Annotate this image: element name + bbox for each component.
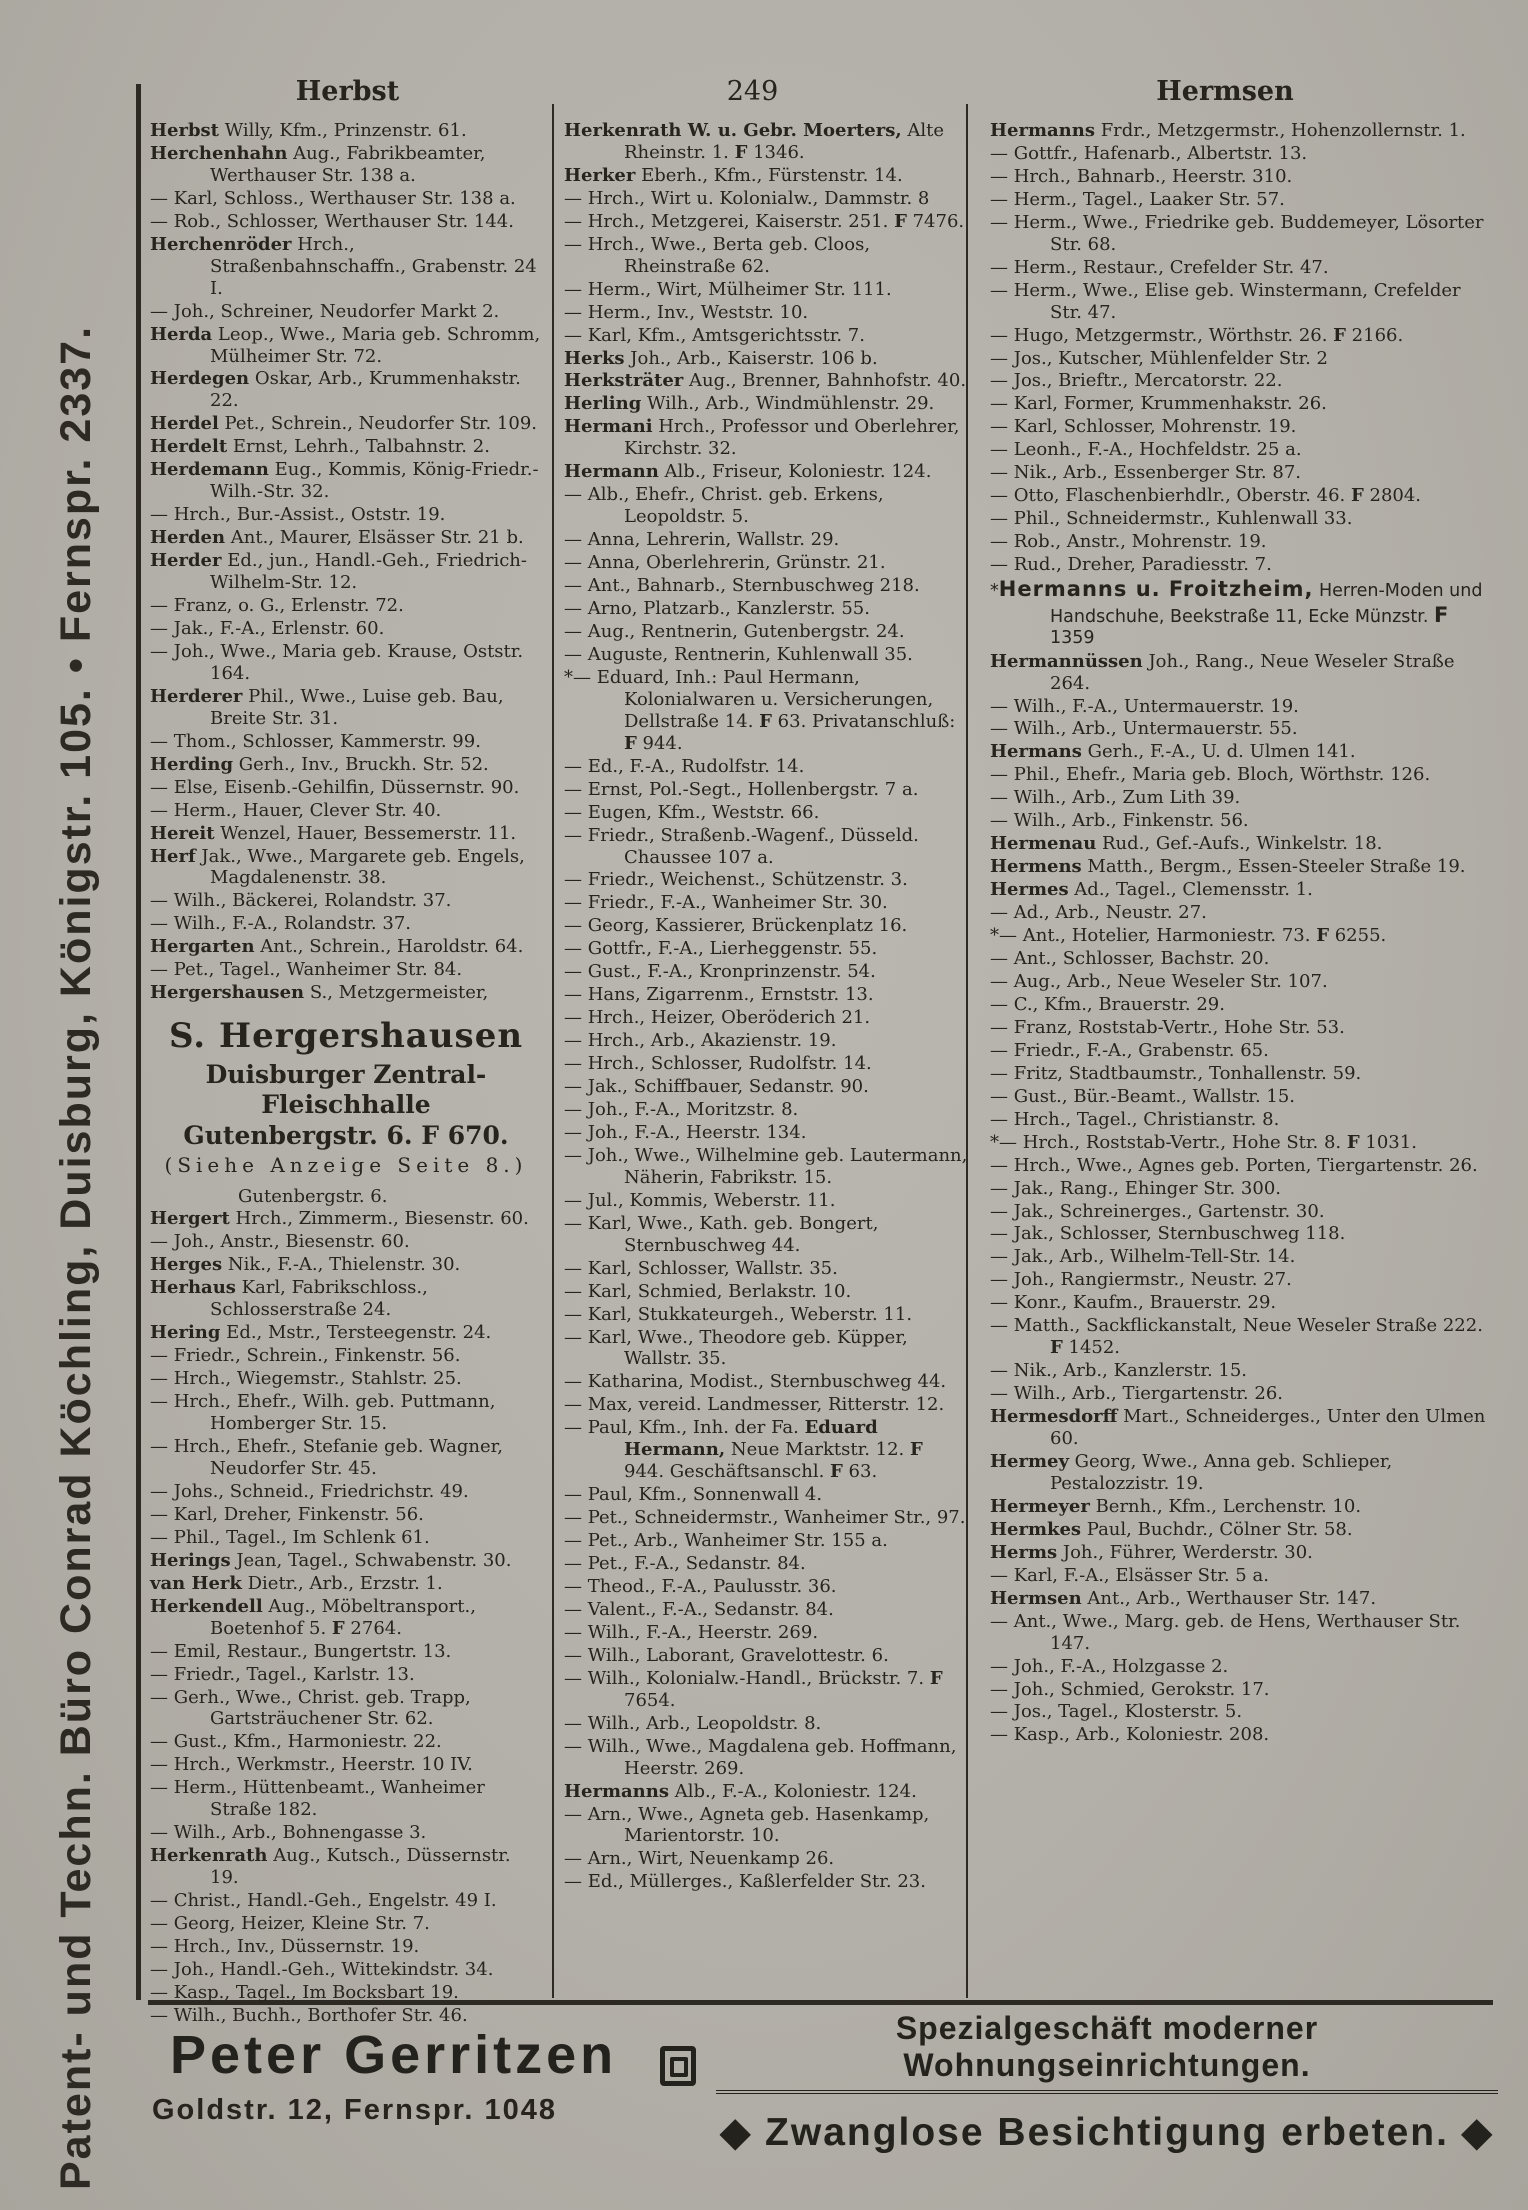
directory-entry: — Joh., Rangiermstr., Neustr. 27. <box>990 1269 1292 1291</box>
footer-ad-band <box>148 2010 1498 2190</box>
directory-entry: Hermkes Paul, Buchdr., Cölner Str. 58. <box>990 1518 1353 1540</box>
directory-entry: — Jak., Schiffbauer, Sedanstr. 90. <box>564 1076 869 1098</box>
directory-entry: — Otto, Flaschenbierhdlr., Oberstr. 46. F 2804. <box>990 485 1422 507</box>
directory-entry: — Hrch., Bahnarb., Heerstr. 310. <box>990 165 1293 187</box>
directory-entry: — Anna, Oberlehrerin, Grünstr. 21. <box>564 552 886 574</box>
directory-entry: — Arno, Platzarb., Kanzlerstr. 55. <box>564 598 870 620</box>
directory-entry: — Auguste, Rentnerin, Kuhlenwall 35. <box>564 643 913 665</box>
directory-entry: Hereit Wenzel, Hauer, Bessemerstr. 11. <box>150 822 517 844</box>
directory-entry: — Pet., Schneidermstr., Wanheimer Str., 97. <box>564 1507 966 1529</box>
directory-entry: — Jak., F.-A., Erlenstr. 60. <box>150 617 385 639</box>
directory-entry: — Fritz, Stadtbaumstr., Tonhallenstr. 59. <box>990 1062 1362 1084</box>
directory-entry: — Hrch., Inv., Düssernstr. 19. <box>150 1935 420 1957</box>
directory-entry: — Gust., Bür.-Beamt., Wallstr. 15. <box>990 1085 1296 1107</box>
directory-entry: Herbst Willy, Kfm., Prinzenstr. 61. <box>150 120 467 141</box>
directory-entry: Herding Gerh., Inv., Bruckh. Str. 52. <box>150 753 489 775</box>
directory-entry: — Karl, Schlosser, Wallstr. 35. <box>564 1257 838 1279</box>
directory-entry: — Franz, Roststab-Vertr., Hohe Str. 53. <box>990 1016 1345 1038</box>
directory-entry: — Hrch., Wwe., Agnes geb. Porten, Tiergartenstr. 26. <box>990 1154 1478 1176</box>
directory-columns <box>150 120 1490 2026</box>
directory-entry: — Else, Eisenb.-Gehilfin, Düssernstr. 90. <box>150 776 520 798</box>
directory-entry: — Georg, Heizer, Kleine Str. 7. <box>150 1913 430 1935</box>
directory-entry: — Wilh., Arb., Untermauerstr. 55. <box>990 718 1298 740</box>
directory-entry: — Arn., Wwe., Agneta geb. Hasenkamp, Marientorstr. 10. <box>564 1803 930 1847</box>
directory-entry: — Herm., Hauer, Clever Str. 40. <box>150 799 442 821</box>
directory-entry: — Karl, Schloss., Werthauser Str. 138 a. <box>150 187 516 209</box>
square-icon <box>660 2046 696 2086</box>
footer-ad-invitation: ◆ Zwanglose Besichtigung erbeten. ◆ <box>720 2111 1494 2154</box>
directory-entry: — Herm., Hüttenbeamt., Wanheimer Straße 182. <box>150 1777 485 1821</box>
directory-entry: — Wilh., Buchh., Borthofer Str. 46. <box>150 2004 468 2026</box>
directory-entry: — Aug., Arb., Neue Weseler Str. 107. <box>990 970 1328 992</box>
directory-entry: — Hrch., Werkmstr., Heerstr. 10 IV. <box>150 1754 473 1776</box>
directory-entry: — Jul., Kommis, Weberstr. 11. <box>564 1189 836 1211</box>
directory-entry: Herdemann Eug., Kommis, König-Friedr.-Wilh.-Str. 32. <box>150 459 539 503</box>
directory-entry: — Ant., Wwe., Marg. geb. de Hens, Werthauser Str. 147. <box>990 1610 1461 1654</box>
directory-entry: — Joh., Schmied, Gerokstr. 17. <box>990 1678 1270 1700</box>
directory-entry: — C., Kfm., Brauerstr. 29. <box>990 993 1225 1015</box>
inline-ad-line: Gutenbergstr. 6. F 670. <box>183 1120 509 1150</box>
directory-entry: — Friedr., Weichenst., Schützenstr. 3. <box>564 869 908 891</box>
directory-entry: — Herm., Restaur., Crefelder Str. 47. <box>990 256 1329 278</box>
directory-entry: — Herm., Tagel., Laaker Str. 57. <box>990 188 1285 210</box>
directory-entry: Herksträter Aug., Brenner, Bahnhofstr. 40. <box>564 370 967 392</box>
directory-entry: — Jak., Schlosser, Sternbuschweg 118. <box>990 1223 1346 1245</box>
directory-column-2 <box>564 120 968 2028</box>
directory-entry: — Arn., Wirt, Neuenkamp 26. <box>564 1848 835 1870</box>
directory-entry: Herchenröder Hrch., Straßenbahnschaffn., Grabenstr. 24 I. <box>150 233 537 299</box>
directory-entry: — Christ., Handl.-Geh., Engelstr. 49 I. <box>150 1890 497 1912</box>
directory-entry: — Wilh., Arb., Finkenstr. 56. <box>990 810 1249 832</box>
directory-entry: *Hermanns u. Froitzheim, Herren-Moden und Handschuhe, Beekstraße 11, Ecke Münzstr. F 1359 <box>990 577 1483 649</box>
directory-entry: — Anna, Lehrerin, Wallstr. 29. <box>564 529 840 551</box>
directory-entry: — Hrch., Ehefr., Wilh. geb. Puttmann, Homberger Str. 15. <box>150 1391 496 1435</box>
page-header <box>150 76 1490 107</box>
directory-entry: — Wilh., Wwe., Magdalena geb. Hoffmann, Heerstr. 269. <box>564 1735 957 1779</box>
directory-entry: *— Hrch., Roststab-Vertr., Hohe Str. 8. F 1031. <box>990 1131 1417 1153</box>
directory-entry: Hergert Hrch., Zimmerm., Biesenstr. 60. <box>150 1208 529 1230</box>
directory-entry: — Emil, Restaur., Bungertstr. 13. <box>150 1640 452 1662</box>
directory-entry: — Franz, o. G., Erlenstr. 72. <box>150 595 404 617</box>
directory-entry: — Karl, Stukkateurgeh., Weberstr. 11. <box>564 1303 913 1325</box>
inline-ad-line: Duisburger Zentral-Fleischhalle <box>205 1059 487 1120</box>
directory-entry: Hermanns Alb., F.-A., Koloniestr. 124. <box>564 1780 917 1802</box>
directory-entry: — Hrch., Bur.-Assist., Oststr. 19. <box>150 504 446 526</box>
directory-entry: — Hugo, Metzgermstr., Wörthstr. 26. F 2166. <box>990 324 1404 346</box>
directory-column-3 <box>990 120 1490 2028</box>
directory-entry: — Karl, Schmied, Berlakstr. 10. <box>564 1280 852 1302</box>
directory-entry: Herkenrath Aug., Kutsch., Düssernstr. 19. <box>150 1845 511 1889</box>
directory-entry: Hermey Georg, Wwe., Anna geb. Schlieper, Pestalozzistr. 19. <box>990 1450 1393 1494</box>
page-number: 249 <box>726 76 779 107</box>
directory-entry: Hermenau Rud., Gef.-Aufs., Winkelstr. 18. <box>990 833 1383 855</box>
directory-entry: Herges Nik., F.-A., Thielenstr. 30. <box>150 1254 461 1276</box>
directory-entry: — Karl, Dreher, Finkenstr. 56. <box>150 1503 424 1525</box>
directory-entry: — Phil., Ehefr., Maria geb. Bloch, Wörthstr. 126. <box>990 764 1431 786</box>
directory-entry: — Karl, Wwe., Kath. geb. Bongert, Sternbuschweg 44. <box>564 1212 879 1256</box>
directory-entry: — Kasp., Arb., Koloniestr. 208. <box>990 1724 1270 1746</box>
directory-entry: — Phil., Schneidermstr., Kuhlenwall 33. <box>990 508 1353 530</box>
directory-entry: — Herm., Wwe., Friedrike geb. Buddemeyer, Lösorter Str. 68. <box>990 211 1484 255</box>
directory-entry: — Karl, Kfm., Amtsgerichtsstr. 7. <box>564 324 865 346</box>
directory-entry: Hermens Matth., Bergm., Essen-Steeler Straße 19. <box>990 856 1466 878</box>
directory-entry: — Gust., F.-A., Kronprinzenstr. 54. <box>564 961 876 983</box>
directory-entry: — Pet., F.-A., Sedanstr. 84. <box>564 1553 806 1575</box>
directory-entry: — Matth., Sackflickanstalt, Neue Weseler Straße 222. F 1452. <box>990 1315 1483 1359</box>
directory-entry: — Ernst, Pol.-Segt., Hollenbergstr. 7 a. <box>564 778 919 800</box>
header-guide-word-right: Hermsen <box>1156 76 1294 107</box>
directory-entry: — Thom., Schlosser, Kammerstr. 99. <box>150 730 481 752</box>
directory-entry: — Hrch., Arb., Akazienstr. 19. <box>564 1030 837 1052</box>
directory-entry: Herf Jak., Wwe., Margarete geb. Engels, Magdalenenstr. 38. <box>150 845 525 889</box>
directory-entry: — Jak., Rang., Ehinger Str. 300. <box>990 1177 1282 1199</box>
directory-column-1 <box>150 120 542 2028</box>
header-guide-word-left: Herbst <box>295 76 400 107</box>
directory-entry: — Joh., F.-A., Holzgasse 2. <box>990 1655 1229 1677</box>
directory-entry: — Hans, Zigarrenm., Ernststr. 13. <box>564 984 874 1006</box>
directory-entry: — Konr., Kaufm., Brauerstr. 29. <box>990 1292 1277 1314</box>
directory-entry: Hering Ed., Mstr., Tersteegenstr. 24. <box>150 1322 492 1344</box>
directory-entry: Herkenrath W. u. Gebr. Moerters, Alte Rheinstr. 1. F 1346. <box>564 120 944 163</box>
directory-entry: Herkendell Aug., Möbeltransport., Boetenhof 5. F 2764. <box>150 1595 476 1639</box>
directory-entry: — Gottfr., Hafenarb., Albertstr. 13. <box>990 142 1308 164</box>
directory-entry: Herdel Pet., Schrein., Neudorfer Str. 109. <box>150 413 537 435</box>
directory-entry: Herhaus Karl, Fabrikschloss., Schlosserstraße 24. <box>150 1277 428 1321</box>
directory-entry: — Wilh., F.-A., Rolandstr. 37. <box>150 913 411 935</box>
directory-entry: Herdelt Ernst, Lehrh., Talbahnstr. 2. <box>150 436 490 458</box>
directory-entry: — Wilh., Arb., Bohnengasse 3. <box>150 1822 427 1844</box>
directory-entry: — Wilh., Arb., Zum Lith 39. <box>990 787 1241 809</box>
directory-entry: — Hrch., Metzgerei, Kaiserstr. 251. F 7476. <box>564 210 965 232</box>
directory-entry: — Ed., Müllerges., Kaßlerfelder Str. 23. <box>564 1871 926 1893</box>
directory-entry: Hermanns Frdr., Metzgermstr., Hohenzollernstr. 1. <box>990 120 1466 141</box>
directory-entry: — Valent., F.-A., Sedanstr. 84. <box>564 1598 834 1620</box>
directory-entry: — Hrch., Wirt u. Kolonialw., Dammstr. 8 <box>564 187 930 209</box>
footer-ad-right <box>716 2010 1498 2155</box>
directory-entry: Herdegen Oskar, Arb., Krummenhakstr. 22. <box>150 368 521 412</box>
directory-entry: — Joh., Anstr., Biesenstr. 60. <box>150 1231 410 1253</box>
directory-entry: — Karl, Schlosser, Mohrenstr. 19. <box>990 416 1297 438</box>
directory-entry: — Friedr., Straßenb.-Wagenf., Düsseld. Chaussee 107 a. <box>564 824 919 868</box>
directory-entry: *— Ant., Hotelier, Harmoniestr. 73. F 6255. <box>990 925 1387 947</box>
directory-entry: — Phil., Tagel., Im Schlenk 61. <box>150 1526 430 1548</box>
directory-entry: — Wilh., Bäckerei, Rolandstr. 37. <box>150 890 452 912</box>
directory-entry: — Hrch., Wiegemstr., Stahlstr. 25. <box>150 1368 462 1390</box>
directory-entry: Hermannüssen Joh., Rang., Neue Weseler Straße 264. <box>990 650 1455 694</box>
directory-entry: — Hrch., Schlosser, Rudolfstr. 14. <box>564 1053 872 1075</box>
directory-entry: Herchenhahn Aug., Fabrikbeamter, Werthauser Str. 138 a. <box>150 142 486 186</box>
directory-entry: — Wilh., Laborant, Gravelottestr. 6. <box>564 1644 889 1666</box>
directory-entry: — Joh., F.-A., Moritzstr. 8. <box>564 1098 799 1120</box>
footer-ad-slogan: Spezialgeschäft moderner Wohnungseinrichtungen. <box>716 2010 1498 2094</box>
directory-entry: Herms Joh., Führer, Werderstr. 30. <box>990 1541 1313 1563</box>
directory-entry: Hergershausen S., Metzgermeister, <box>150 982 489 1004</box>
directory-entry: *— Eduard, Inh.: Paul Hermann, Kolonialwaren u. Versicherungen, Dellstraße 14. F 63. Privatanschluß: F 944. <box>564 666 956 754</box>
directory-entry: — Wilh., Kolonialw.-Handl., Brückstr. 7. F 7654. <box>564 1667 943 1711</box>
directory-entry: — Joh., Handl.-Geh., Wittekindstr. 34. <box>150 1958 494 1980</box>
directory-entry: — Wilh., F.-A., Untermauerstr. 19. <box>990 695 1299 717</box>
directory-entry: — Eugen, Kfm., Weststr. 66. <box>564 801 820 823</box>
directory-entry: — Karl, Former, Krummenhakstr. 26. <box>990 393 1327 415</box>
directory-entry: — Theod., F.-A., Paulusstr. 36. <box>564 1576 837 1597</box>
directory-entry: — Joh., Wwe., Maria geb. Krause, Oststr. 164. <box>150 640 524 684</box>
inline-ad-hergershausen <box>150 1016 542 1177</box>
directory-entry: — Joh., Wwe., Wilhelmine geb. Lautermann, Näherin, Fabrikstr. 15. <box>564 1144 968 1188</box>
directory-entry: — Friedr., F.-A., Grabenstr. 65. <box>990 1039 1269 1061</box>
directory-entry: — Leonh., F.-A., Hochfeldstr. 25 a. <box>990 439 1302 461</box>
inline-ad-line: S. Hergershausen <box>168 1016 524 1057</box>
directory-entry: van Herk Dietr., Arb., Erzstr. 1. <box>150 1572 443 1594</box>
sidebar-vertical-ad: Patent- und Techn. Büro Conrad Köchling, Duisburg, Königstr. 105. • Fernspr. 2337. <box>52 324 100 2190</box>
directory-entry: — Kasp., Tagel., Im Bocksbart 19. <box>150 1981 459 2003</box>
directory-entry: — Herm., Wirt, Mülheimer Str. 111. <box>564 278 892 300</box>
directory-entry: — Nik., Arb., Kanzlerstr. 15. <box>990 1360 1248 1382</box>
directory-entry: Gutenbergstr. 6. <box>238 1185 388 1207</box>
directory-entry: — Rob., Anstr., Mohrenstr. 19. <box>990 531 1267 553</box>
directory-entry: Herling Wilh., Arb., Windmühlenstr. 29. <box>564 393 935 415</box>
directory-entry: — Katharina, Modist., Sternbuschweg 44. <box>564 1371 947 1393</box>
directory-entry: — Herm., Wwe., Elise geb. Winstermann, Crefelder Str. 47. <box>990 279 1461 323</box>
directory-entry: — Jak., Schreinerges., Gartenstr. 30. <box>990 1200 1325 1222</box>
directory-entry: — Jos., Kutscher, Mühlenfelder Str. 2 <box>990 347 1328 369</box>
directory-entry: Hermann Alb., Friseur, Koloniestr. 124. <box>564 461 932 483</box>
directory-entry: — Jos., Brieftr., Mercatorstr. 22. <box>990 370 1283 392</box>
directory-entry: Hermeyer Bernh., Kfm., Lerchenstr. 10. <box>990 1495 1362 1517</box>
directory-entry: — Pet., Tagel., Wanheimer Str. 84. <box>150 959 463 981</box>
directory-entry: — Ant., Bahnarb., Sternbuschweg 218. <box>564 575 920 597</box>
directory-entry: — Paul, Kfm., Sonnenwall 4. <box>564 1484 823 1506</box>
directory-entry: — Wilh., Arb., Leopoldstr. 8. <box>564 1712 822 1734</box>
directory-entry: — Herm., Inv., Weststr. 10. <box>564 301 809 323</box>
directory-entry: — Joh., Schreiner, Neudorfer Markt 2. <box>150 300 500 322</box>
directory-entry: Herden Ant., Maurer, Elsässer Str. 21 b. <box>150 527 524 549</box>
directory-entry: Hermes Ad., Tagel., Clemensstr. 1. <box>990 879 1313 901</box>
directory-entry: — Pet., Arb., Wanheimer Str. 155 a. <box>564 1530 888 1552</box>
sidebar-divider <box>136 84 141 2000</box>
directory-entry: — Friedr., F.-A., Wanheimer Str. 30. <box>564 892 888 914</box>
directory-entry: Herings Jean, Tagel., Schwabenstr. 30. <box>150 1549 512 1571</box>
directory-entry: — Jos., Tagel., Klosterstr. 5. <box>990 1701 1243 1723</box>
directory-entry: — Hrch., Heizer, Oberöderich 21. <box>564 1007 871 1029</box>
directory-entry: — Johs., Schneid., Friedrichstr. 49. <box>150 1480 469 1502</box>
directory-entry: — Ad., Arb., Neustr. 27. <box>990 902 1207 924</box>
directory-entry: Hermsen Ant., Arb., Werthauser Str. 147. <box>990 1587 1377 1609</box>
directory-entry: Hergarten Ant., Schrein., Haroldstr. 64. <box>150 936 524 958</box>
directory-entry: — Friedr., Tagel., Karlstr. 13. <box>150 1663 415 1685</box>
directory-entry: — Georg, Kassierer, Brückenplatz 16. <box>564 915 908 937</box>
footer-ad-address: Goldstr. 12, Fernspr. 1048 <box>152 2094 557 2126</box>
directory-entry: — Karl, Wwe., Theodore geb. Küpper, Wallstr. 35. <box>564 1326 908 1370</box>
directory-entry: Herderer Phil., Wwe., Luise geb. Bau, Breite Str. 31. <box>150 685 504 729</box>
directory-entry: — Nik., Arb., Essenberger Str. 87. <box>990 462 1301 484</box>
directory-entry: Herker Eberh., Kfm., Fürstenstr. 14. <box>564 164 903 186</box>
directory-entry: — Ant., Schlosser, Bachstr. 20. <box>990 948 1270 970</box>
directory-entry: — Karl, F.-A., Elsässer Str. 5 a. <box>990 1564 1269 1586</box>
directory-entry: Herda Leop., Wwe., Maria geb. Schromm, Mülheimer Str. 72. <box>150 323 541 367</box>
inline-ad-line: (Siehe Anzeige Seite 8.) <box>164 1153 528 1178</box>
directory-entry: — Hrch., Ehefr., Stefanie geb. Wagner, Neudorfer Str. 45. <box>150 1436 503 1479</box>
directory-entry: Hermani Hrch., Professor und Oberlehrer, Kirchstr. 32. <box>564 416 960 460</box>
directory-entry: — Gottfr., F.-A., Lierheggenstr. 55. <box>564 938 878 960</box>
directory-entry: Hermans Gerh., F.-A., U. d. Ulmen 141. <box>990 741 1356 763</box>
directory-entry: — Alb., Ehefr., Christ. geb. Erkens, Leopoldstr. 5. <box>564 484 884 528</box>
directory-entry: — Friedr., Schrein., Finkenstr. 56. <box>150 1345 461 1367</box>
directory-entry: — Ed., F.-A., Rudolfstr. 14. <box>564 755 805 777</box>
directory-entry: — Jak., Arb., Wilhelm-Tell-Str. 14. <box>990 1246 1296 1268</box>
footer-ad-name: Peter Gerritzen <box>170 2025 618 2085</box>
directory-entry: Herder Ed., jun., Handl.-Geh., Friedrich-Wilhelm-Str. 12. <box>150 550 527 594</box>
directory-entry: — Hrch., Tagel., Christianstr. 8. <box>990 1108 1280 1130</box>
directory-entry: — Gust., Kfm., Harmoniestr. 22. <box>150 1731 442 1753</box>
directory-entry: — Wilh., F.-A., Heerstr. 269. <box>564 1621 819 1643</box>
directory-entry: — Paul, Kfm., Inh. der Fa. Eduard Hermann, Neue Marktstr. 12. F 944. Geschäftsanschl. F 63. <box>564 1417 923 1483</box>
directory-entry: Herks Joh., Arb., Kaiserstr. 106 b. <box>564 347 878 369</box>
directory-entry: — Rud., Dreher, Paradiesstr. 7. <box>990 554 1272 576</box>
directory-entry: Hermesdorff Mart., Schneiderges., Unter den Ulmen 60. <box>990 1406 1486 1450</box>
directory-entry: — Gerh., Wwe., Christ. geb. Trapp, Gartsträuchener Str. 62. <box>150 1686 471 1730</box>
directory-entry: — Wilh., Arb., Tiergartenstr. 26. <box>990 1383 1283 1405</box>
directory-entry: — Rob., Schlosser, Werthauser Str. 144. <box>150 210 514 232</box>
directory-entry: — Max, vereid. Landmesser, Ritterstr. 12. <box>564 1394 945 1416</box>
directory-entry: — Aug., Rentnerin, Gutenbergstr. 24. <box>564 620 905 642</box>
directory-entry: — Hrch., Wwe., Berta geb. Cloos, Rheinstraße 62. <box>564 233 871 277</box>
directory-entry: — Joh., F.-A., Heerstr. 134. <box>564 1121 807 1143</box>
